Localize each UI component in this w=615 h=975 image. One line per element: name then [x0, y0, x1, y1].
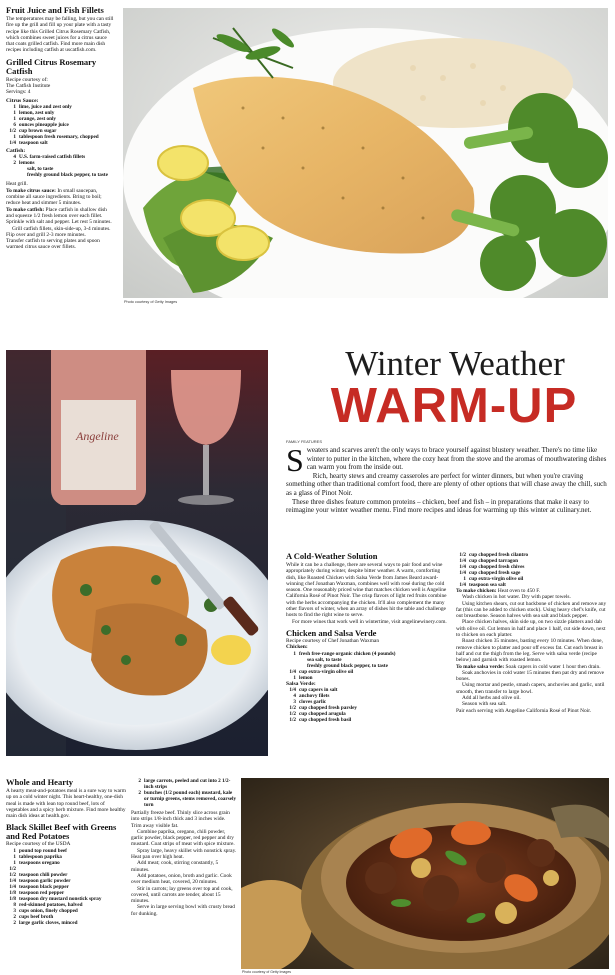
ingredient-row: freshly ground black pepper, to taste: [307, 662, 388, 669]
chicken-section-title: A Cold-Weather Solution: [286, 551, 378, 561]
intro-paragraph-2: Rich, hearty stews and creamy casseroles are perfect for winter dinners, but when you're craving something other than traditional comfort food, there are plenty of other options that will chase away the chill, such as a glass of Pinot Noir.: [286, 471, 607, 497]
headline-line1: Winter Weather: [345, 344, 565, 383]
chicken-body-1: While it can be a challenge, there are several ways to pair food and wine appropriately during winter, despite bitter weather. A warm, comforting dish, like Roasted Chicken with Salsa Verde from James Beard award-winning chef Jonathan Waxman, combines well with rosé during the cold season. One reasonably priced wine that matches chicken well is Angeline California Rosé of Pinot Noir. The crisp flavors of light red fruits combine with the herbs accompanying the chicken. It'll also complement the many other flavors of winter, when an array of dishes hit the table and challenge hosts to find the right wine to serve.: [286, 562, 447, 619]
beef-step-6: Stir in carrots; lay greens over top and cook, covered, until carrots are tender, about 15 minutes.: [131, 885, 233, 905]
chicken-rose-photo: [6, 350, 268, 756]
catfish-plate-image: [123, 8, 608, 298]
salsa-ingredients: [286, 687, 451, 723]
ingredient-row: 1 fresh free-range organic chicken (4 pounds): [293, 650, 396, 657]
step-serve: Transfer catfish to serving plates and spoon warmed citrus sauce over fillets.: [6, 238, 100, 251]
beef-courtesy: Recipe courtesy of the USDA: [6, 841, 71, 848]
beef-step-4: Add meat; cook, stirring constantly, 5 minutes.: [131, 860, 219, 873]
make-salsa-step: To make salsa verde: Soak capers in cold water 1 hour then drain.: [456, 663, 601, 670]
beef-step-2: Combine paprika, oregano, chili powder, garlic powder, black pepper, red pepper and dry mustard. Coat strips of meat with spice mixture.: [131, 828, 235, 848]
chicken-body-2: For more wines that work well in wintertime, visit angelinewinery.com.: [292, 618, 447, 625]
chicken-label: Chicken:: [286, 644, 308, 651]
fish-source: The Catfish Institute: [6, 83, 51, 90]
make-chicken-p4: Roast chicken 35 minutes, basting every 10 minutes. When done, remove chicken to platter and pour off excess fat. Cut each breast in half and cut the thigh from the leg. Serve with salsa verde (recipe below) and garnish with roasted lemon.: [456, 638, 603, 664]
ingredient-row: 4 U.S. farm-raised catfish fillets: [13, 154, 86, 161]
ingredient-row: 1 lemon: [293, 674, 313, 681]
fish-intro-body: The temperatures may be falling, but you can still fire up the grill and fill up your plate with a tasty recipe like this Grilled Citrus Rosemary Catfish, which combines sweet juices for a citrus sauce that coats grilled catfish. Find more main dish recipes including catfish at uscatfish.com.: [6, 16, 114, 54]
chicken-wine-image: [6, 350, 268, 756]
wine-label-text: Angeline: [76, 429, 119, 443]
intro-paragraph-1: weaters and scarves aren't the only ways to brace yourself against blustery weather. There's no time like winter to putter in the kitchen, where the cozy heat from the stove and the aromas of mouthwatering dishes can warm you from the inside out.: [306, 446, 607, 472]
ingredient-row: 1/2 cup chopped fresh basil: [289, 717, 352, 724]
make-chicken-p2: Using kitchen shears, cut out backbone of chicken and remove any fat (this can be added to chicken stock). Using heavy chef's knife, cut out breastbone. Season halves with sea salt and black pepper.: [456, 600, 607, 620]
ingredient-row: 1/8 teaspoon red pepper: [9, 889, 65, 896]
beef-column-1: [6, 778, 126, 926]
ingredient-row: 1/2 cup brown sugar: [9, 128, 57, 135]
make-salsa-p2: Using mortar and pestle, smash capers, anchovies and garlic, until smooth, then transfer to large bowl.: [456, 682, 605, 695]
ingredient-row: sea salt, to taste: [307, 656, 342, 663]
intro-paragraph-3: These three dishes feature common proteins – chicken, beef and fish – in preparations that make it easy to reimagine your winter weather menu. Find more recipes and ideas for warming up this winter at culinary.net.: [286, 497, 592, 515]
ingredient-row: 1/4 cup chopped fresh sage: [459, 570, 521, 576]
ingredient-row: 1/4 teaspoon garlic powder: [9, 877, 71, 884]
ingredient-row: 8 red-skinned potatoes, halved: [13, 901, 83, 908]
beef-bowl-image: [241, 778, 609, 969]
ingredient-row: 2 large carrots, peeled and cut into 2 1/2-inch strips: [138, 778, 231, 790]
ingredient-row: 3 cloves garlic: [293, 699, 327, 706]
ingredient-row: 1 tablespoon fresh rosemary, chopped: [13, 134, 99, 141]
ingredient-row: 1/4 teaspoon black pepper: [9, 883, 69, 890]
beef-step-5: Add potatoes, onion, broth and garlic. Cook over medium heat, covered, 20 minutes.: [131, 872, 232, 886]
make-chicken-p1: Wash chicken in hot water. Dry with paper towels.: [462, 594, 571, 601]
headline-line2: WARM-UP: [330, 379, 578, 433]
ingredient-row: 1/4 cup extra-virgin olive oil: [289, 668, 354, 675]
step-citrus-sauce: To make citrus sauce: In small saucepan, combine all sauce ingredients. Bring to boil; reduce heat and simmer 5 minutes.: [6, 187, 102, 207]
beef-step-1: Partially freeze beef. Thinly slice across grain into strips 1/8-inch thick and 3 inches wide. Trim away visible fat.: [131, 810, 230, 829]
citrus-sauce-label: Citrus Sauce:: [6, 97, 39, 104]
chicken-courtesy: Recipe courtesy of Chef Jonathan Waxman: [286, 637, 380, 644]
beef-stew-photo: [241, 778, 609, 969]
ingredient-row: 4 anchovy filets: [293, 693, 330, 700]
beef-ingredients: [6, 848, 126, 926]
ingredient-row: 1/8 teaspoon dry mustard nonstick spray: [9, 895, 102, 902]
ingredient-row: 1 orange, zest only: [13, 116, 57, 123]
ingredient-row: freshly ground black pepper, to taste: [27, 172, 108, 179]
beef-step-3: Spray large, heavy skillet with nonstick spray. Heat pan over high heat.: [131, 847, 237, 861]
make-salsa-p1: Soak anchovies in cold water 15 minutes then pat dry and remove bones.: [456, 669, 605, 683]
ingredient-row: 1 1/2 teaspoons oregano: [9, 859, 60, 872]
ingredient-row: 1/2 cup chopped fresh parsley: [289, 705, 357, 712]
step-heat-grill: Heat grill.: [6, 181, 28, 188]
chicken-recipe-title: Chicken and Salsa Verde: [286, 627, 377, 638]
beef-intro-body: A hearty meat-and-potatoes meal is a sure way to warm up on a cold winter night. This heart-healthy, one-dish meal is made with lean top round beef, lots of vegetables and a spicy herb mixture. Find more healthy main dish ideas at health.gov.: [6, 788, 126, 820]
beef-ingredients-continued: [131, 778, 237, 808]
ingredient-row: 1 lime, juice and zest only: [13, 104, 72, 111]
make-chicken-step: To make chicken: Heat oven to 450 F.: [456, 588, 541, 594]
make-salsa-p4: Season with sea salt.: [462, 701, 507, 708]
catfish-photo: [123, 8, 608, 298]
ingredient-row: 2 cups beef broth: [13, 913, 54, 920]
make-salsa-p3: Add all herbs and olive oil.: [462, 695, 521, 702]
beef-recipe-title: Black Skillet Beef with Greens and Red Potatoes: [6, 822, 117, 842]
fish-recipe-title: Grilled Citrus Rosemary Catfish: [6, 56, 97, 76]
ingredient-row: 1/4 cup chopped tarragon: [459, 558, 518, 564]
catfish-label: Catfish:: [6, 148, 26, 155]
beef-photo-credit: Photo courtesy of Getty Images: [242, 970, 292, 974]
make-chicken-p3: Place chicken halves, skin side up, on two sizzle platters and dab with olive oil. Cut lemon in half and place 1 half, cut side down, next to chicken on each platter.: [456, 619, 606, 639]
ingredient-row: salt, to taste: [27, 166, 54, 173]
ingredient-row: 1/2 cup chopped fresh cilantro: [459, 552, 529, 558]
ingredient-row: 1/4 cup chopped fresh chives: [459, 564, 525, 570]
wine-pairing: Pair each serving with Angeline California Rosé of Pinot Noir.: [456, 707, 592, 714]
chicken-column-2: [456, 552, 608, 714]
step-catfish: To make catfish: Place catfish in shallow dish and squeeze 1/2 fresh lemon over each fillet. Sprinkle with salt and pepper. Let rest 5 minutes.: [6, 206, 112, 226]
chicken-ingredients: [286, 651, 451, 681]
catfish-ingredients: [6, 154, 114, 178]
fish-photo-credit: Photo courtesy of Getty Images: [124, 300, 178, 304]
beef-intro-title: Whole and Hearty: [6, 777, 74, 787]
ingredient-row: 3 cups onion, finely chopped: [13, 907, 78, 914]
drop-cap: S: [286, 442, 304, 478]
fish-intro-title: Fruit Juice and Fish Fillets: [6, 5, 104, 15]
ingredient-row: 1/2 cup chopped arugula: [289, 711, 346, 718]
ingredient-row: 6 ounces pineapple juice: [13, 122, 69, 129]
ingredient-row: 2 bunches (1/2 pound each) mustard, kale or turnip greens, stems removed, coarsely torn: [138, 790, 237, 808]
byline: FAMILY FEATURES: [286, 439, 323, 444]
fish-courtesy: Recipe courtesy of:: [6, 76, 48, 83]
ingredient-row: 2 large garlic cloves, minced: [13, 919, 78, 926]
ingredient-row: 2 lemons: [13, 160, 35, 167]
ingredient-row: 1 cup extra-virgin olive oil: [463, 576, 524, 582]
salsa-verde-label: Salsa Verde:: [286, 680, 316, 687]
salsa-ingredients-continued: [456, 552, 608, 588]
step-grill-fillets: Grill catfish fillets, skin-side-up, 3-4 minutes. Flip over and grill 2-3 more minutes.: [6, 225, 111, 238]
ingredient-row: 1/4 teaspoon sea salt: [459, 582, 506, 588]
ingredient-row: 1/2 teaspoon chili powder: [9, 871, 68, 878]
fish-servings: Servings: 4: [6, 89, 31, 96]
chicken-column-1: [286, 552, 451, 723]
ingredient-row: 1 pound top round beef: [13, 847, 67, 854]
ingredient-row: 1/4 cup capers in salt: [289, 687, 338, 694]
intro-text: [286, 442, 608, 515]
citrus-sauce-ingredients: [6, 104, 114, 146]
ingredient-row: 1/4 teaspoon salt: [9, 140, 48, 147]
ingredient-row: 1 lemon, zest only: [13, 110, 55, 117]
ingredient-row: 1 tablespoon paprika: [13, 853, 62, 860]
beef-step-7: Serve in large serving bowl with crusty bread for dunking.: [131, 904, 235, 917]
beef-column-2: [131, 778, 237, 917]
fish-column: [6, 6, 114, 251]
